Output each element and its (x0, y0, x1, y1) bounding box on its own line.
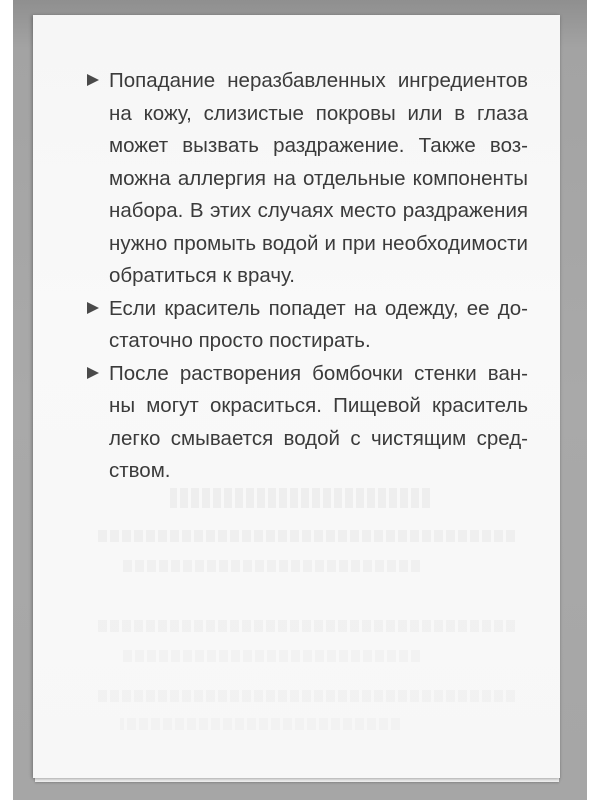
list-item (86, 293, 528, 358)
text-line: статочно просто постирать. (109, 329, 371, 352)
text-line: Попадание неразбавленных ингредиентов (109, 69, 528, 92)
show-through-text (120, 560, 420, 572)
text-line: может вызвать раздражение. Также воз- (109, 134, 528, 157)
show-through-text (95, 690, 515, 702)
show-through-text (120, 718, 400, 730)
text-line: нужно промыть водой и при необходимости (109, 231, 528, 255)
bullet-triangle-icon (87, 367, 99, 379)
text-line: обратиться к врачу. (109, 264, 295, 287)
text-line: Если краситель попадет на одежду, ее до- (109, 296, 528, 320)
text-line: После растворения бомбочки стенки ван- (109, 361, 528, 385)
text-line: на кожу, слизистые покровы или в глаза (109, 101, 528, 125)
text-line: набора. В этих случаях место раздражения (109, 199, 528, 222)
text-line: легко смывается водой с чистящим сред- (109, 426, 528, 450)
bullet-triangle-icon (87, 74, 99, 86)
text-line: ством. (109, 459, 171, 482)
text-line: можна аллергия на отдельные компоненты (109, 166, 528, 190)
list-item (86, 65, 528, 293)
show-through-text (95, 530, 515, 542)
bullet-triangle-icon (87, 302, 99, 314)
precautions-list (86, 65, 528, 488)
list-item (86, 358, 528, 488)
show-through-text (120, 650, 420, 662)
show-through-heading (170, 488, 430, 508)
text-line: ны могут окраситься. Пищевой краситель (109, 394, 528, 417)
show-through-text (95, 620, 515, 632)
